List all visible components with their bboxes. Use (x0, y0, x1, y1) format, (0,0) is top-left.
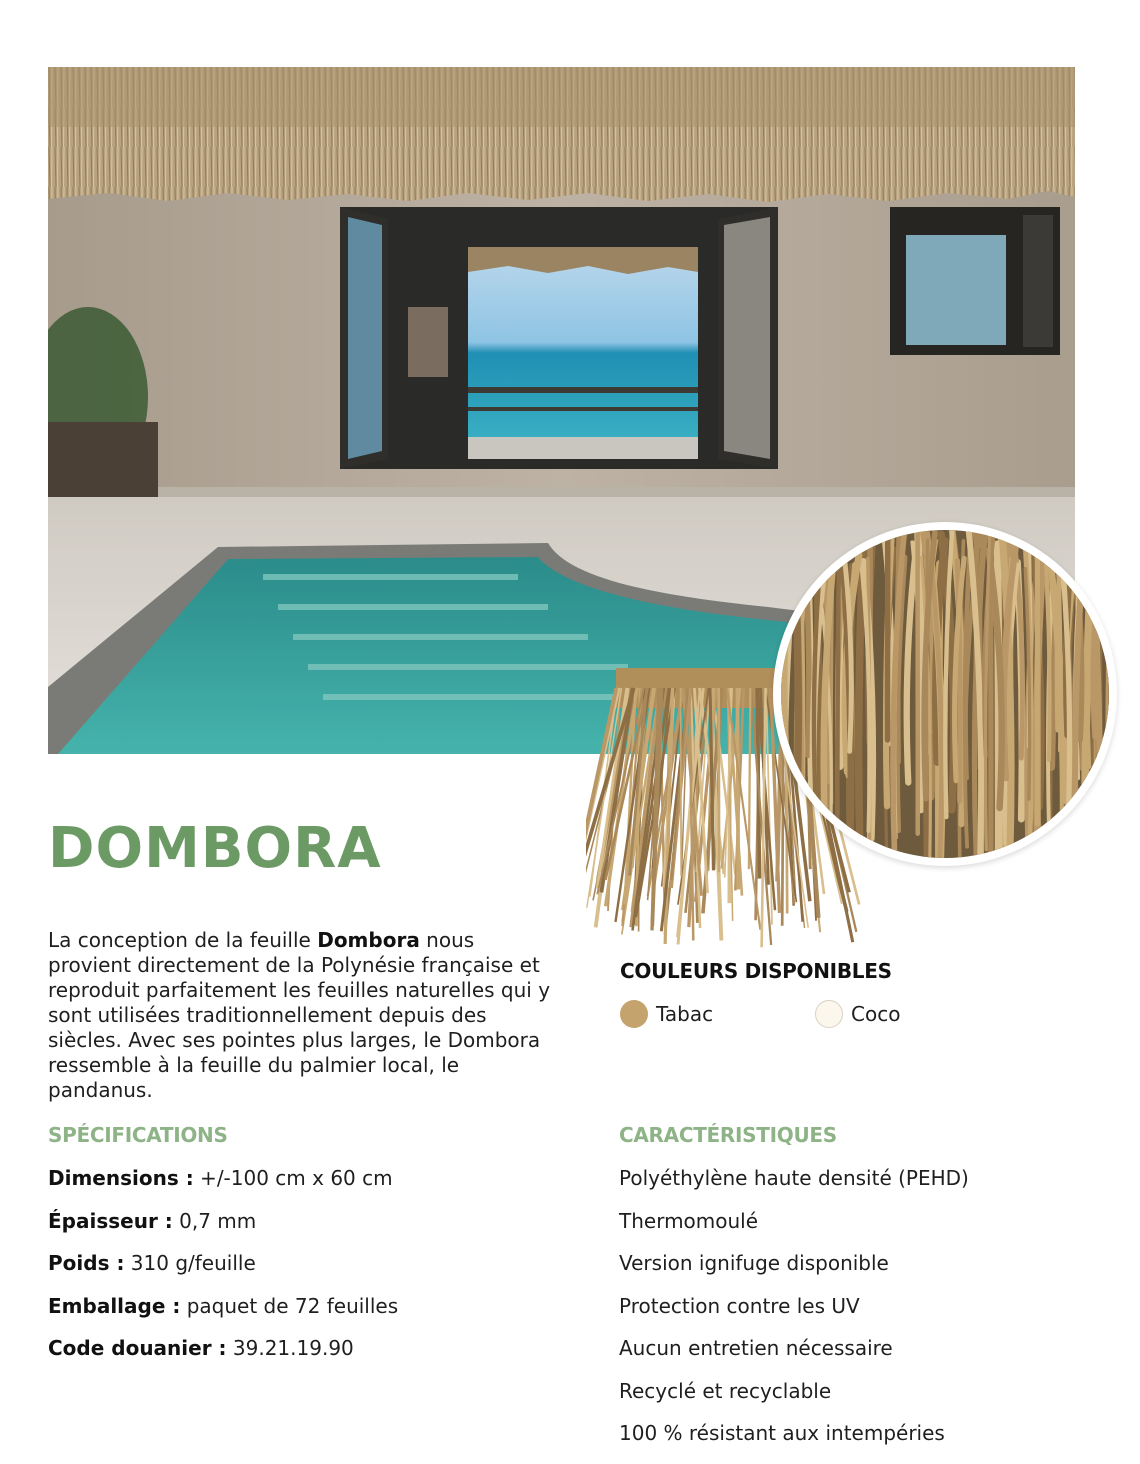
characteristic-item: Aucun entretien nécessaire (619, 1336, 893, 1360)
product-description (48, 928, 558, 1103)
characteristic-item: 100 % résistant aux intempéries (619, 1421, 945, 1445)
spec-key: Code douanier : (48, 1336, 227, 1360)
spec-key: Emballage : (48, 1293, 181, 1318)
description-product-name: Dombora (317, 928, 420, 952)
specifications-list (48, 1166, 398, 1379)
spec-value: paquet de 72 feuilles (180, 1293, 399, 1318)
spec-value: 39.21.19.90 (226, 1336, 354, 1360)
thatch-texture-zoom (773, 522, 1117, 866)
color-option-tabac (620, 1000, 713, 1028)
spec-key: Épaisseur : (48, 1208, 173, 1233)
spec-value: 310 g/feuille (124, 1251, 256, 1275)
characteristics-heading: CARACTÉRISTIQUES (619, 1123, 837, 1147)
spec-key: Dimensions : (48, 1166, 194, 1190)
characteristics-list (619, 1166, 969, 1464)
spec-item-code-douanier (48, 1336, 398, 1379)
spec-item-dimensions (48, 1166, 398, 1209)
characteristic-item: Polyéthylène haute densité (PEHD) (619, 1166, 969, 1190)
spec-item-emballage (48, 1294, 398, 1337)
characteristic-item: Protection contre les UV (619, 1293, 860, 1318)
color-swatch-tabac (620, 1000, 648, 1028)
spec-item-epaisseur (48, 1209, 398, 1252)
product-title: DOMBORA (48, 816, 382, 881)
spec-value: +/-100 cm x 60 cm (193, 1166, 393, 1190)
thatch-texture-illustration (781, 530, 1109, 858)
description-intro: La conception de la feuille (48, 928, 318, 952)
color-swatch-coco (815, 1000, 843, 1028)
color-label-coco: Coco (851, 1002, 901, 1026)
spec-value: 0,7 mm (172, 1208, 257, 1233)
characteristic-item: Thermomoulé (619, 1208, 759, 1233)
characteristic-item: Recyclé et recyclable (619, 1378, 832, 1403)
color-option-coco (815, 1000, 900, 1028)
colors-heading: COULEURS DISPONIBLES (620, 959, 892, 983)
characteristic-item: Version ignifuge disponible (619, 1251, 889, 1275)
spec-key: Poids : (48, 1251, 125, 1275)
description-body: nous provient directement de la Polynésie française et reproduit parfaitement les feuilles naturelles qui y sont utilisées traditionnellement depuis des siècles. Avec ses pointes plus larges, le Dombora ressemble à la feuille du palmier local, le pandanus. (48, 928, 551, 1102)
specifications-heading: SPÉCIFICATIONS (48, 1123, 228, 1147)
color-label-tabac: Tabac (656, 1002, 714, 1026)
spec-item-poids (48, 1251, 398, 1294)
